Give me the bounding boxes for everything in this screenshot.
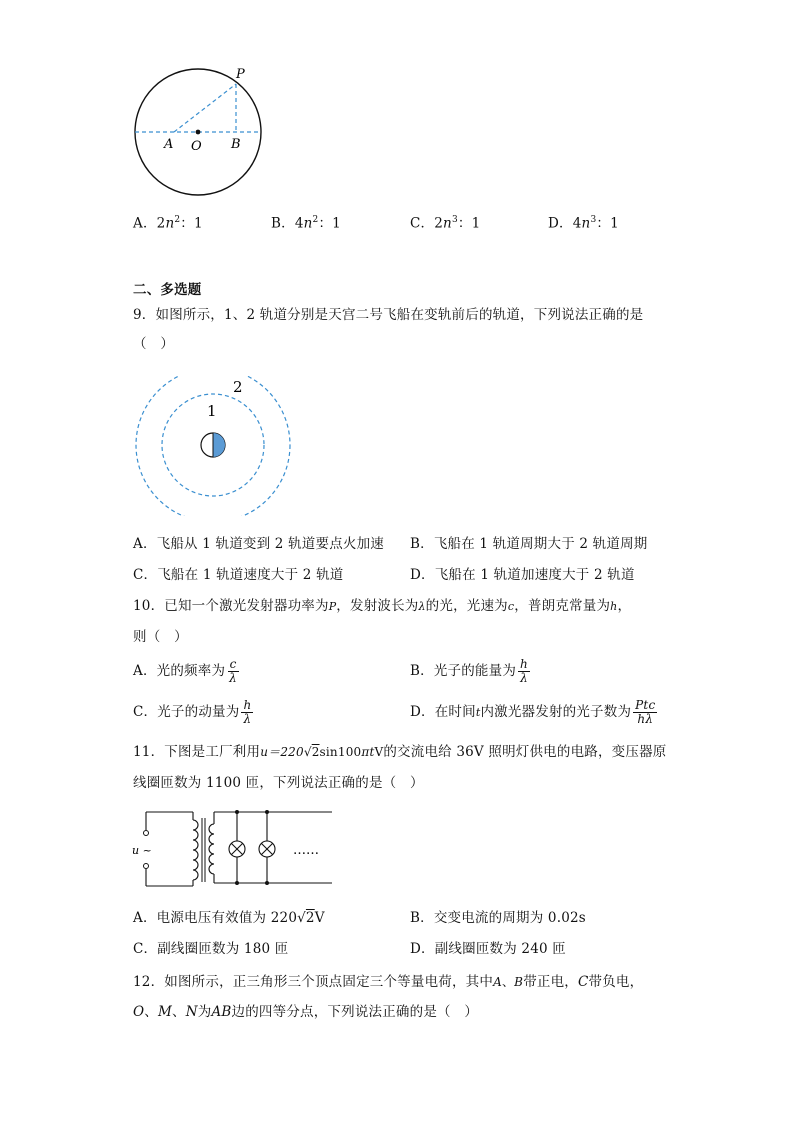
q8-option-d[interactable] (548, 211, 619, 233)
stem-text: ，普朗克常量为 (514, 598, 611, 614)
junction-dot (265, 810, 269, 814)
stem-text: 11．下图是工厂利用 (133, 744, 261, 760)
q12-stem (133, 973, 643, 991)
denominator: λ (229, 671, 237, 685)
var-m: M (157, 1004, 173, 1020)
formula-sin: sin100 (319, 745, 362, 759)
numerator: h (243, 698, 252, 712)
radicand: 2 (305, 910, 315, 926)
option-text: 内激光器发射的光子数为 (480, 704, 632, 720)
radicand: 2 (311, 745, 320, 759)
junction-dot (265, 881, 269, 885)
numerator: h (520, 657, 528, 671)
label-b: B (231, 137, 241, 152)
option-coef: 2 (434, 215, 444, 232)
q11-stem (133, 743, 666, 761)
q9-stem: 9．如图所示，1、2 轨道分别是天宫二号飞船在变轨前后的轨道，下列说法正确的是 (133, 307, 644, 323)
var-h: h (610, 600, 618, 613)
option-exp: 2 (312, 215, 319, 225)
orbit-label-1: 1 (207, 402, 217, 420)
var-p: P (328, 600, 337, 613)
var-c: c (507, 600, 515, 613)
separator: 、 (144, 1004, 158, 1020)
formula-u: u＝220 (260, 745, 304, 759)
option-exp: 3 (451, 215, 458, 225)
denominator: λ (520, 671, 528, 685)
formula-pit: πt (361, 745, 375, 759)
stem-text: 10．已知一个激光发射器功率为 (133, 598, 329, 614)
option-letter: C． (410, 215, 435, 232)
option-text: C．光子的动量为 (133, 704, 240, 720)
option-text: D．在时间 (410, 704, 476, 720)
q8-circle-figure (128, 62, 268, 202)
q8-option-c[interactable] (410, 211, 480, 233)
q10-option-b[interactable] (410, 658, 532, 685)
q8-option-a[interactable] (133, 211, 203, 233)
var-t: t (475, 706, 481, 719)
fraction (241, 699, 253, 726)
option-letter: A． (133, 215, 157, 232)
section-title: 二、多选题 (133, 282, 202, 298)
stem-text: ， (617, 598, 632, 614)
q9-option-c[interactable]: C．飞船在 1 轨道速度大于 2 轨道 (133, 567, 344, 583)
q11-line2: 线圈匝数为 1100 匝，下列说法正确的是（ ） (133, 775, 424, 791)
formula-unit: V (374, 745, 384, 759)
q11-option-d[interactable]: D．副线圈匝数为 240 匝 (410, 941, 566, 957)
q9-option-a[interactable]: A．飞船从 1 轨道变到 2 轨道要点火加速 (133, 536, 384, 552)
q9-option-b[interactable]: B．飞船在 1 轨道周期大于 2 轨道周期 (410, 536, 648, 552)
option-text: A．电源电压有效值为 220 (133, 910, 298, 926)
line-ap (174, 84, 236, 132)
option-var: n (443, 215, 452, 232)
secondary-coil (209, 824, 214, 874)
denominator: hλ (637, 712, 654, 726)
option-exp: 2 (174, 215, 181, 225)
var-c: C (578, 974, 589, 990)
q10-option-d[interactable] (410, 699, 659, 726)
terminal-bottom (144, 864, 149, 869)
option-tail: ：1 (180, 215, 203, 232)
option-tail: ：1 (457, 215, 481, 232)
label-o: O (191, 139, 202, 154)
option-coef: 2 (156, 215, 166, 232)
sqrt-symbol: √ (297, 910, 306, 926)
label-a: A (164, 137, 174, 152)
q10-option-a[interactable] (133, 658, 241, 685)
sqrt-symbol: √ (303, 745, 312, 759)
stem-text: 12．如图所示，正三角形三个顶点固定三个等量电荷，其中 (133, 974, 494, 990)
fraction (518, 658, 530, 685)
option-var: n (581, 215, 591, 232)
more-lamps-dots: …… (293, 843, 319, 858)
q10-line2: 则（ ） (133, 629, 188, 645)
junction-dot (235, 881, 239, 885)
option-exp: 3 (590, 215, 597, 225)
q8-option-b[interactable] (271, 211, 341, 233)
stem-text: 的光，光速为 (425, 598, 508, 614)
q9-paren: （ ） (133, 336, 175, 352)
q10-option-c[interactable] (133, 699, 255, 726)
var-lambda: λ (418, 600, 426, 613)
separator: 、 (501, 975, 515, 989)
separator: 、 (172, 1004, 186, 1020)
label-p: P (236, 67, 245, 82)
var-ab: AB (211, 1004, 232, 1020)
q10-stem (133, 597, 631, 616)
stem-text: ，发射波长为 (336, 598, 419, 614)
option-letter: D． (548, 215, 573, 232)
junction-dot (235, 810, 239, 814)
option-tail: ：1 (318, 215, 341, 232)
numerator: Ptc (635, 698, 656, 712)
fraction (633, 699, 657, 726)
denominator: λ (243, 712, 252, 726)
option-coef: 4 (572, 215, 582, 232)
fraction (227, 658, 239, 685)
q11-option-b[interactable]: B．交变电流的周期为 0.02s (410, 910, 586, 926)
option-letter: B． (271, 215, 295, 232)
q9-option-d[interactable]: D．飞船在 1 轨道加速度大于 2 轨道 (410, 567, 635, 583)
earth-shade (213, 433, 225, 457)
terminal-top (144, 831, 149, 836)
option-var: n (165, 215, 175, 232)
q11-circuit-figure (128, 806, 338, 888)
q9-orbit-figure (133, 376, 295, 516)
option-text: B．光子的能量为 (410, 663, 517, 679)
option-tail: ：1 (596, 215, 619, 232)
option-text: A．光的频率为 (133, 663, 226, 679)
var-b: B (514, 975, 524, 989)
var-o: O (133, 1004, 145, 1020)
orbit-label-2: 2 (233, 378, 243, 396)
stem-text: 带负电， (588, 974, 644, 990)
var-a: A (493, 975, 502, 989)
center-dot (196, 130, 201, 135)
stem-text: 带正电， (523, 974, 578, 990)
stem-text: 边的四等分点，下列说法正确的是（ ） (231, 1004, 479, 1020)
numerator: c (229, 657, 237, 671)
option-var: n (303, 215, 313, 232)
q12-line2 (133, 1003, 478, 1021)
primary-coil (193, 820, 198, 880)
var-n: N (185, 1004, 198, 1020)
q11-option-c[interactable]: C．副线圈匝数为 180 匝 (133, 941, 289, 957)
stem-text: 的交流电给 36V 照明灯供电的电路，变压器原 (383, 744, 667, 760)
source-label: u ~ (132, 844, 152, 857)
stem-text: 为 (197, 1004, 212, 1020)
q11-option-a[interactable] (133, 909, 325, 927)
option-coef: 4 (294, 215, 304, 232)
option-unit: V (314, 910, 325, 926)
